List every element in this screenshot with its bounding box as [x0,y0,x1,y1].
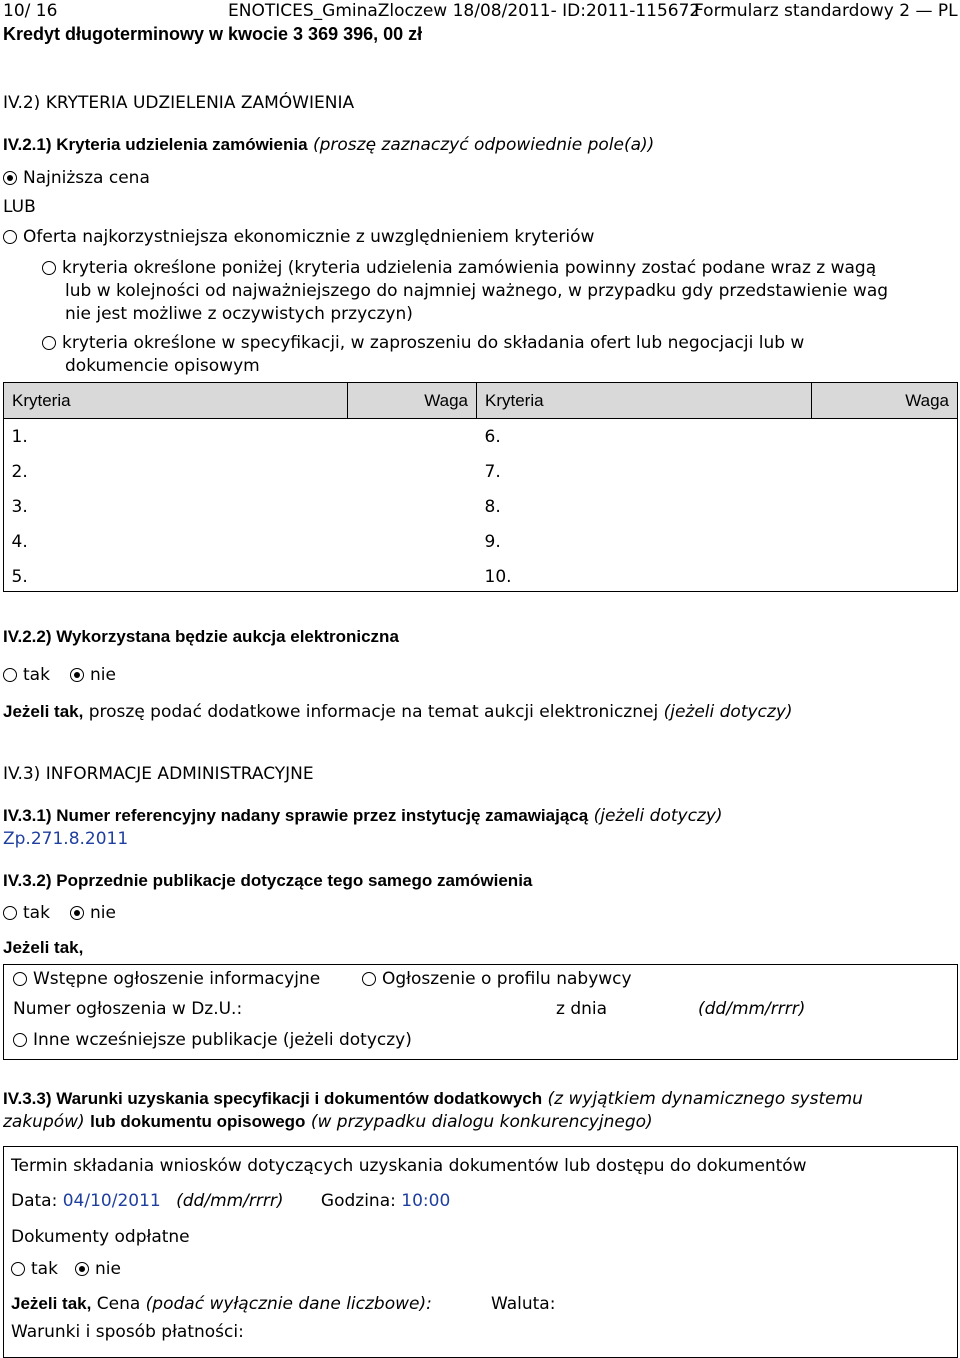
prev-pub-no-label: nie [90,903,116,923]
radio-selected-icon[interactable] [70,906,84,920]
document-id: ENOTICES_GminaZloczew 18/08/2011- ID:2011-115672 [228,1,701,21]
radio-empty-icon[interactable] [3,668,17,682]
time-value: 10:00 [401,1191,451,1211]
criteria-cell: 8. [484,496,501,517]
criteria-table [3,382,958,594]
reference-number-value: Zp.271.8.2011 [3,829,129,849]
auction-ifyes-label: Jeżeli tak, [3,702,84,721]
table-row [4,419,958,455]
option-best-offer-label: Oferta najkorzystniejsza ekonomicznie z uwzględnieniem kryteriów [23,227,595,247]
payment-terms-label: Warunki i sposób płatności: [11,1322,244,1342]
radio-selected-icon[interactable] [70,668,84,682]
lub-label: LUB [3,197,36,217]
section-iv33-hint2: zakupów) [3,1112,85,1132]
paid-documents-label: Dokumenty odpłatne [11,1227,190,1247]
option-criteria-below-line2: lub w kolejności od najważniejszego do najmniej ważnego, w przypadku gdy przedstawienie wag [65,281,889,301]
col-kryteria-1: Kryteria [4,383,348,419]
paid-yes-label: tak [31,1259,58,1279]
date-value: 04/10/2011 [62,1191,161,1211]
prev-pub-ifyes: Jeżeli tak, [3,938,84,957]
option-other-pubs[interactable] [13,1029,412,1051]
radio-selected-icon[interactable] [3,171,17,185]
radio-empty-icon[interactable] [13,1033,27,1047]
form-type: Formularz standardowy 2 — PL [694,1,958,21]
section-iv33-title2: lub dokumentu opisowego [90,1112,306,1131]
col-waga-1: Waga [348,383,477,419]
radio-empty-icon[interactable] [3,906,17,920]
option-criteria-below[interactable] [42,257,876,279]
option-buyer-profile[interactable] [362,968,632,990]
table-row [4,524,958,559]
option-prior-notice[interactable] [13,968,320,990]
auction-info-text: proszę podać dodatkowe informacje na temat aukcji elektronicznej [88,702,659,722]
page-number: 10/ 16 [3,1,58,21]
criteria-cell: 6. [484,426,501,447]
section-iv33-hint3: (w przypadku dialogu konkurencyjnego) [310,1112,653,1132]
section-iv3-heading: IV.3) INFORMACJE ADMINISTRACYJNE [3,764,314,784]
criteria-cell: 2. [11,461,28,482]
criteria-cell: 9. [484,531,501,552]
oj-number-label: Numer ogłoszenia w Dz.U.: [13,999,243,1019]
prev-pub-no[interactable] [70,902,116,924]
radio-empty-icon[interactable] [42,261,56,275]
section-iv31-heading [3,805,723,827]
col-waga-2: Waga [812,383,958,419]
option-other-pubs-label: Inne wcześniejsze publikacje (jeżeli dotyczy) [33,1030,412,1050]
radio-empty-icon[interactable] [362,972,376,986]
oj-date-format: (dd/mm/rrrr) [698,999,806,1019]
section-iv21-title: IV.2.1) Kryteria udzielenia zamówienia [3,135,308,154]
section-iv22-heading: IV.2.2) Wykorzystana będzie aukcja elektroniczna [3,627,399,646]
option-lowest-price[interactable] [3,167,150,189]
table-row [4,489,958,524]
radio-empty-icon[interactable] [11,1262,25,1276]
radio-empty-icon[interactable] [42,336,56,350]
section-iv33-heading [3,1088,863,1110]
col-kryteria-2: Kryteria [477,383,812,419]
option-best-offer[interactable] [3,226,594,248]
criteria-cell: 1. [11,426,28,447]
table-row [4,559,958,594]
price-hint: (podać wyłącznie dane liczbowe): [145,1294,432,1314]
price-label: Cena [96,1294,141,1314]
option-prior-notice-label: Wstępne ogłoszenie informacyjne [33,969,321,989]
section-iv31-hint: (jeżeli dotyczy) [593,806,723,826]
criteria-cell: 7. [484,461,501,482]
oj-date-label: z dnia [556,999,608,1019]
option-criteria-spec-line2: dokumencie opisowym [65,356,260,376]
section-iv31-title: IV.3.1) Numer referencyjny nadany sprawie przez instytucję zamawiającą [3,806,589,825]
currency-label: Waluta: [491,1294,556,1314]
criteria-cell: 4. [11,531,28,552]
time-label: Godzina: [320,1191,396,1211]
table-row [4,454,958,489]
section-iv33-title: IV.3.3) Warunki uzyskania specyfikacji i dokumentów dodatkowych [3,1089,543,1108]
option-criteria-spec[interactable] [42,332,804,354]
option-buyer-profile-label: Ogłoszenie o profilu nabywcy [382,969,632,989]
section-iv33-heading-line2 [3,1111,653,1133]
radio-empty-icon[interactable] [3,230,17,244]
prev-pub-yes-label: tak [23,903,50,923]
document-title: Kredyt długoterminowy w kwocie 3 369 396, 00 zł [3,24,423,44]
section-iv32-heading: IV.3.2) Poprzednie publikacje dotyczące tego samego zamówienia [3,871,533,890]
auction-yes[interactable] [3,664,50,686]
paid-no-label: nie [95,1259,121,1279]
option-criteria-below-label: kryteria określone poniżej (kryteria udzielenia zamówienia powinny zostać podane wraz z wagą [62,258,877,278]
prev-pub-yes[interactable] [3,902,50,924]
price-ifyes-label: Jeżeli tak, [11,1294,92,1313]
criteria-cell: 3. [11,496,28,517]
auction-info-hint: (jeżeli dotyczy) [663,702,793,722]
date-format: (dd/mm/rrrr) [176,1191,284,1211]
deadline-label: Termin składania wniosków dotyczących uzyskania dokumentów lub dostępu do dokumentów [11,1156,807,1176]
paid-no[interactable] [75,1258,121,1280]
paid-yes[interactable] [11,1258,58,1280]
criteria-cell: 10. [484,566,512,587]
auction-info-line [3,701,793,723]
option-criteria-spec-label: kryteria określone w specyfikacji, w zaproszeniu do składania ofert lub negocjacji lub w [62,333,805,353]
auction-yes-label: tak [23,665,50,685]
section-iv21-heading [3,134,654,156]
radio-selected-icon[interactable] [75,1262,89,1276]
radio-empty-icon[interactable] [13,972,27,986]
price-line [11,1293,432,1315]
deadline-date-line [11,1190,450,1212]
auction-no[interactable] [70,664,116,686]
option-criteria-below-line3: nie jest możliwe z oczywistych przyczyn) [65,304,413,324]
option-lowest-price-label: Najniższa cena [23,168,150,188]
date-label: Data: [11,1191,58,1211]
section-iv2-heading: IV.2) KRYTERIA UDZIELENIA ZAMÓWIENIA [3,93,355,113]
auction-no-label: nie [90,665,116,685]
criteria-cell: 5. [11,566,28,587]
section-iv21-hint: (proszę zaznaczyć odpowiednie pole(a)) [312,135,655,155]
section-iv33-hint1: (z wyjątkiem dynamicznego systemu [547,1089,863,1109]
